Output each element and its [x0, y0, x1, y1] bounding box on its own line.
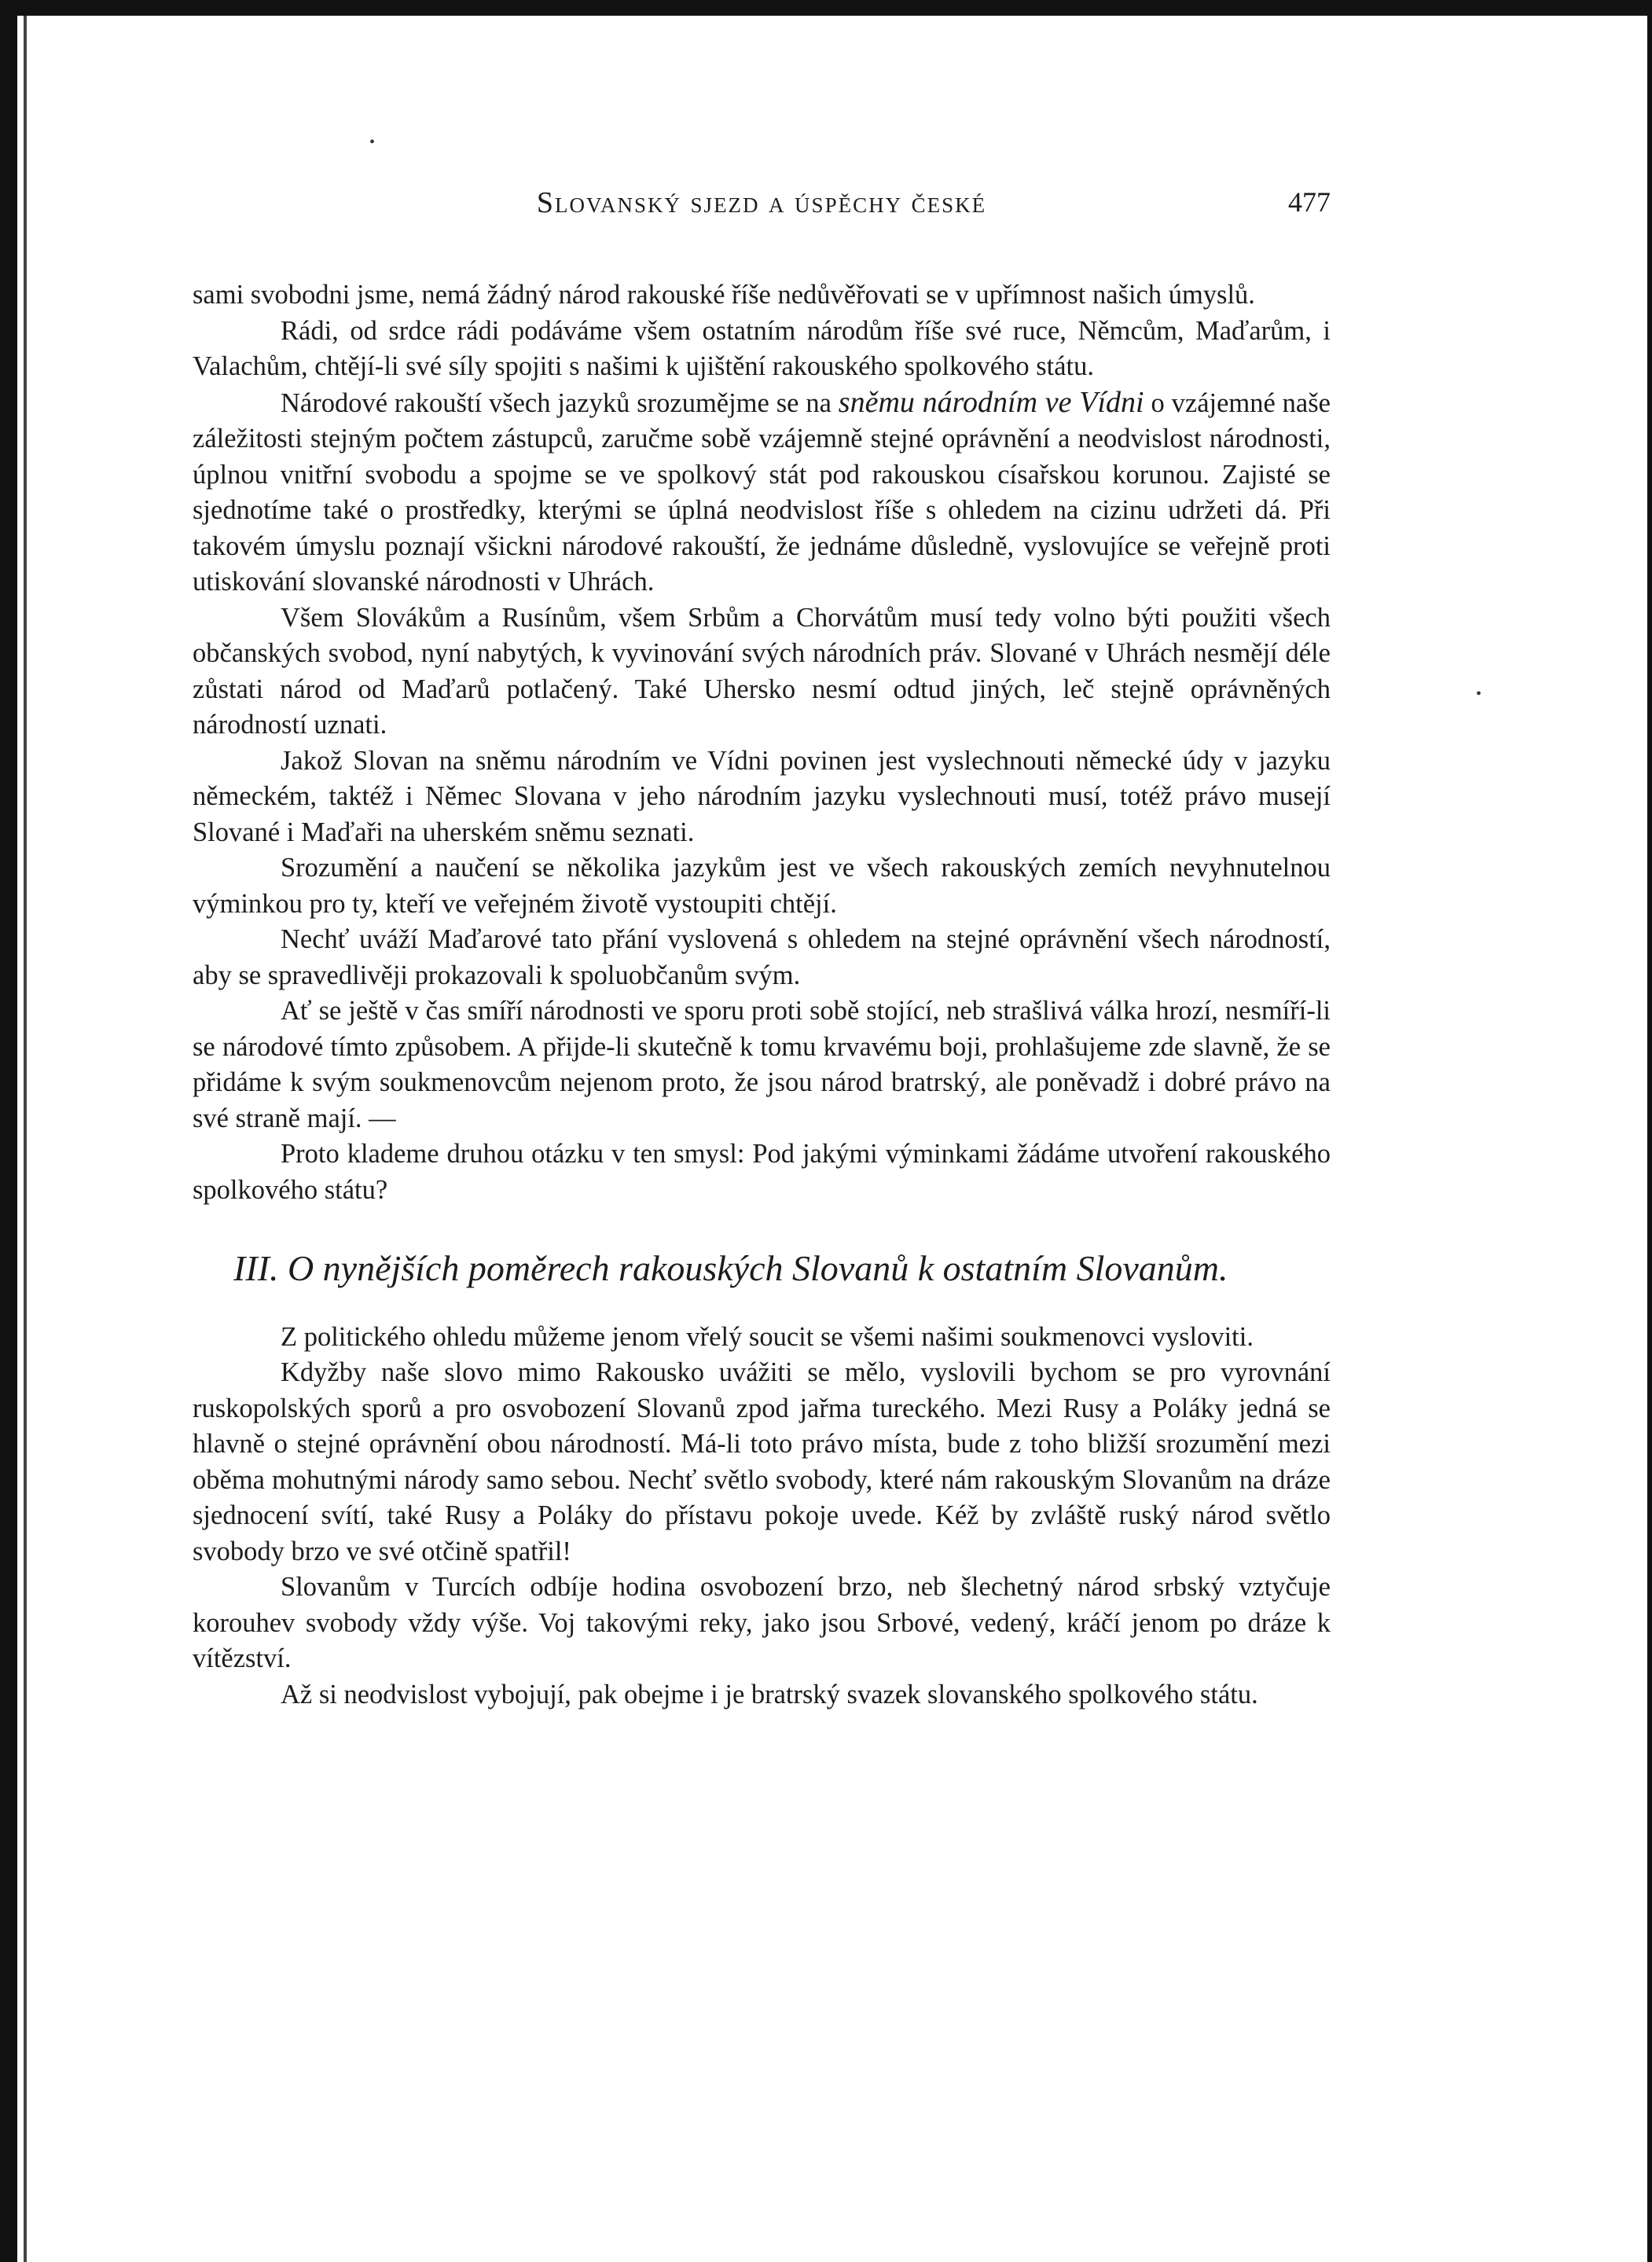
- body-text: [193, 277, 1331, 1713]
- paragraph: Jakož Slovan na sněmu národním ve Vídni povinen jest vyslechnouti německé údy v jazyku německém, taktéž i Němec Slovana v jeho národním jazyku vyslechnouti musí, totéž právo musejí Slované i Maďaři na uherském sněmu seznati.: [193, 745, 1331, 847]
- stray-dot: •: [369, 134, 376, 151]
- running-head: [193, 181, 1331, 236]
- paragraph: [193, 385, 1331, 600]
- scan-right-border: [1647, 0, 1652, 2262]
- paragraph: Až si neodvislost vybojují, pak obejme i je bratrský svazek slovanského spolkového státu.: [281, 1679, 1258, 1709]
- page-number: 477: [1288, 186, 1331, 218]
- section-heading: III. O nynějších poměrech rakouských Slovanů k ostatním Slovanům.: [233, 1248, 1228, 1288]
- paragraph: Nechť uváží Maďarové tato přání vyslovená s ohledem na stejné oprávnění všech národností, aby se spravedlivěji prokazovali k spoluobčanům svým.: [193, 924, 1331, 990]
- paragraph: Proto klademe druhou otázku v ten smysl: Pod jakými výminkami žádáme utvoření rakouského spolkového státu?: [193, 1139, 1331, 1205]
- paragraph: Rádi, od srdce rádi podáváme všem ostatním národům říše své ruce, Němcům, Maďarům, i Valachům, chtějí-li své síly spojiti s našimi k ujištění rakouského spolkového státu.: [193, 315, 1331, 381]
- paragraph: Slovanům v Turcích odbíje hodina osvobození brzo, neb šlechetný národ srbský vztyčuje korouhev svobody vždy výše. Voj takovými reky, jako jsou Srbové, vedený, kráčí jenom po dráze k vítězství.: [193, 1572, 1331, 1673]
- scan-top-border: [0, 0, 1652, 16]
- emphasized-phrase: sněmu národním ve Vídni: [838, 385, 1144, 419]
- paragraph: Všem Slovákům a Rusínům, všem Srbům a Chorvátům musí tedy volno býti použiti všech občanských svobod, nyní nabytých, k vyvinování svých národních práv. Slované v Uhrách nesmějí déle zůstati národ od Maďarů potlačený. Také Uhersko nesmí odtud jiných, leč stejně oprávněných národností uznati.: [193, 602, 1331, 740]
- scan-left-border: [0, 0, 17, 2262]
- paragraph: Kdyžby naše slovo mimo Rakousko uvážiti se mělo, vyslovili bychom se pro vyrovnání ruskopolských sporů a pro osvobození Slovanů zpod jařma tureckého. Mezi Rusy a Poláky jedná se hlavně o stejné oprávnění obou národností. Má-li toto právo místa, bude z toho bližší srozumění mezi oběma mohutnými národy samo sebou. Nechť světlo svobody, které nám rakouským Slovanům na dráze sjednocení svítí, také Rusy a Poláky do přístavu pokoje uvede. Kéž by zvláště ruský národ světlo svobody brzo ve své otčině spatřil!: [193, 1357, 1331, 1566]
- paragraph: Z politického ohledu můžeme jenom vřelý soucit se všemi našimi soukmenovci vysloviti.: [281, 1321, 1254, 1352]
- paragraph-text: o vzájemné naše záležitosti stejným počtem zástupců, zaručme sobě vzájemně stejné oprávnění a neodvislost národnosti, úplnou vnitřní svobodu a spojme se ve spolkový stát pod rakouskou císařskou korunou. Zajisté se sjednotíme také o prostředky, kterými se úplná neodvislost říše s ohledem na cizinu udržeti dá. Při takovém úmyslu poznají všickni národové rakouští, že jednáme důsledně, vyslovujíce se veřejně proti utiskování slovanské národnosti v Uhrách.: [193, 387, 1331, 597]
- stray-dot: •: [1476, 685, 1482, 703]
- page-edge-rule: [24, 16, 27, 2262]
- book-page: [193, 181, 1331, 1713]
- paragraph: Ať se ještě v čas smíří národnosti ve sporu proti sobě stojící, neb strašlivá válka hrozí, nesmíří-li se národové tímto způsobem. A přijde-li skutečně k tomu krvavému boji, prohlašujeme zde slavně, že se přidáme k svým soukmenovcům nejenom proto, že jsou národ bratrský, ale poněvadž i dobré právo na své straně mají. —: [193, 996, 1331, 1133]
- paragraph: sami svobodni jsme, nemá žádný národ rakouské říše nedůvěřovati se v upřímnost našich úmyslů.: [193, 280, 1255, 310]
- paragraph: Srozumění a naučení se několika jazykům jest ve všech rakouských zemích nevyhnutelnou výminkou pro ty, kteří ve veřejném životě vystoupiti chtějí.: [193, 853, 1331, 919]
- paragraph-text: Národové rakouští všech jazyků srozumějme se na: [281, 387, 839, 418]
- running-title: Slovanský sjezd a úspěchy české: [536, 186, 987, 219]
